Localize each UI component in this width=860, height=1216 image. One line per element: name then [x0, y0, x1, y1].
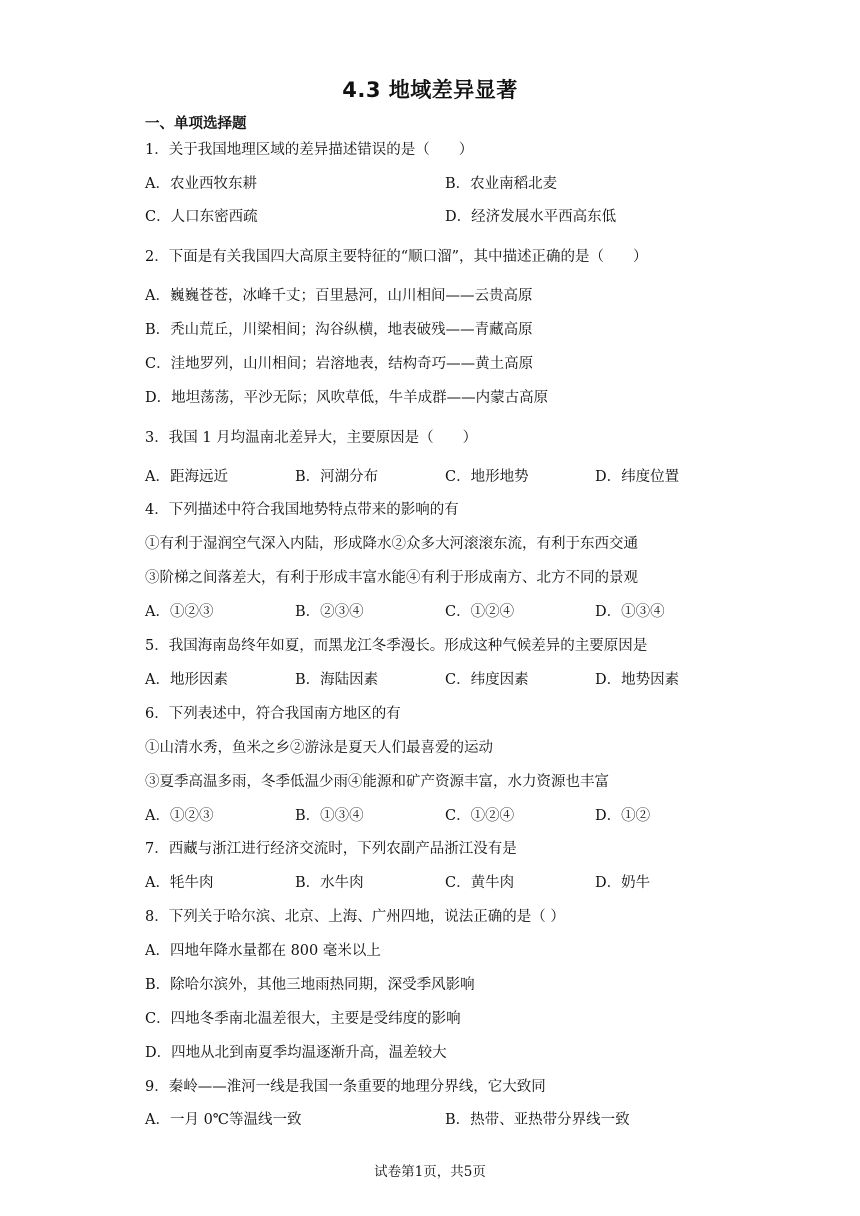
- question-1-option-b[interactable]: B．农业南稻北麦: [445, 176, 558, 192]
- question-2-option-c[interactable]: C．洼地罗列，山川相间；岩溶地表，结构奇巧——黄土高原: [145, 356, 534, 372]
- question-4-option-c[interactable]: C．①②④: [445, 604, 515, 620]
- question-7-option-b[interactable]: B．水牛肉: [295, 875, 364, 891]
- question-7-option-a[interactable]: A．牦牛肉: [145, 875, 214, 891]
- question-2-option-b[interactable]: B．秃山荒丘，川梁相间；沟谷纵横，地表破残——青藏高原: [145, 322, 533, 338]
- question-4-statement-2: ③阶梯之间落差大，有利于形成丰富水能④有利于形成南方、北方不同的景观: [145, 570, 638, 586]
- question-9-option-b[interactable]: B．热带、亚热带分界线一致: [445, 1112, 630, 1128]
- question-9-option-a[interactable]: A．一月 0℃等温线一致: [145, 1112, 302, 1128]
- question-3-option-a[interactable]: A．距海远近: [145, 469, 228, 485]
- question-2-option-a[interactable]: A．巍巍苍苍，冰峰千丈；百里悬河，山川相间——云贵高原: [145, 288, 533, 304]
- question-3-option-c[interactable]: C．地形地势: [445, 469, 529, 485]
- section-heading: 一、单项选择题: [145, 116, 247, 132]
- question-1-option-a[interactable]: A．农业西牧东耕: [145, 176, 257, 192]
- question-1-option-d[interactable]: D．经济发展水平西高东低: [445, 209, 617, 225]
- question-4-option-b[interactable]: B．②③④: [295, 604, 364, 620]
- question-8-option-a[interactable]: A．四地年降水量都在 800 毫米以上: [145, 943, 381, 959]
- question-5-option-d[interactable]: D．地势因素: [595, 672, 680, 688]
- question-4-stem: 4．下列描述中符合我国地势特点带来的影响的有: [145, 502, 459, 518]
- question-3-option-b[interactable]: B．河湖分布: [295, 469, 379, 485]
- question-3-stem: 3．我国 1 月均温南北差异大，主要原因是（ ）: [145, 430, 478, 446]
- question-5-option-a[interactable]: A．地形因素: [145, 672, 228, 688]
- question-7-stem: 7．西藏与浙江进行经济交流时，下列农副产品浙江没有是: [145, 841, 517, 857]
- question-8-option-c[interactable]: C．四地冬季南北温差很大，主要是受纬度的影响: [145, 1011, 461, 1027]
- question-8-stem: 8．下列关于哈尔滨、北京、上海、广州四地，说法正确的是（ ）: [145, 909, 565, 925]
- question-9-stem: 9．秦岭——淮河一线是我国一条重要的地理分界线，它大致同: [145, 1079, 546, 1095]
- question-5-option-c[interactable]: C．纬度因素: [445, 672, 529, 688]
- question-6-option-b[interactable]: B．①③④: [295, 808, 364, 824]
- question-6-option-d[interactable]: D．①②: [595, 808, 651, 824]
- page-title: 4.3 地域差异显著: [342, 78, 518, 102]
- question-1-option-c[interactable]: C．人口东密西疏: [145, 209, 258, 225]
- question-5-stem: 5．我国海南岛终年如夏，而黑龙江冬季漫长。形成这种气候差异的主要原因是: [145, 638, 648, 654]
- question-1-stem: 1．关于我国地理区域的差异描述错误的是（ ）: [145, 142, 474, 158]
- question-8-option-b[interactable]: B．除哈尔滨外，其他三地雨热同期，深受季风影响: [145, 977, 475, 993]
- question-8-option-d[interactable]: D．四地从北到南夏季均温逐渐升高，温差较大: [145, 1045, 447, 1061]
- question-3-option-d[interactable]: D．纬度位置: [595, 469, 680, 485]
- question-6-statement-2: ③夏季高温多雨，冬季低温少雨④能源和矿产资源丰富，水力资源也丰富: [145, 774, 609, 790]
- question-6-option-c[interactable]: C．①②④: [445, 808, 515, 824]
- question-2-option-d[interactable]: D．地坦荡荡，平沙无际；风吹草低，牛羊成群——内蒙古高原: [145, 390, 549, 406]
- question-2-stem: 2．下面是有关我国四大高原主要特征的“顺口溜”，其中描述正确的是（ ）: [145, 249, 648, 265]
- question-6-option-a[interactable]: A．①②③: [145, 808, 214, 824]
- question-7-option-c[interactable]: C．黄牛肉: [445, 875, 515, 891]
- page-footer: 试卷第1页，共5页: [374, 1164, 486, 1180]
- question-6-statement-1: ①山清水秀，鱼米之乡②游泳是夏天人们最喜爱的运动: [145, 740, 493, 756]
- question-5-option-b[interactable]: B．海陆因素: [295, 672, 379, 688]
- question-4-option-a[interactable]: A．①②③: [145, 604, 214, 620]
- question-6-stem: 6．下列表述中，符合我国南方地区的有: [145, 706, 401, 722]
- question-7-option-d[interactable]: D．奶牛: [595, 875, 651, 891]
- question-4-option-d[interactable]: D．①③④: [595, 604, 665, 620]
- question-4-statement-1: ①有利于湿润空气深入内陆，形成降水②众多大河滚滚东流，有利于东西交通: [145, 536, 638, 552]
